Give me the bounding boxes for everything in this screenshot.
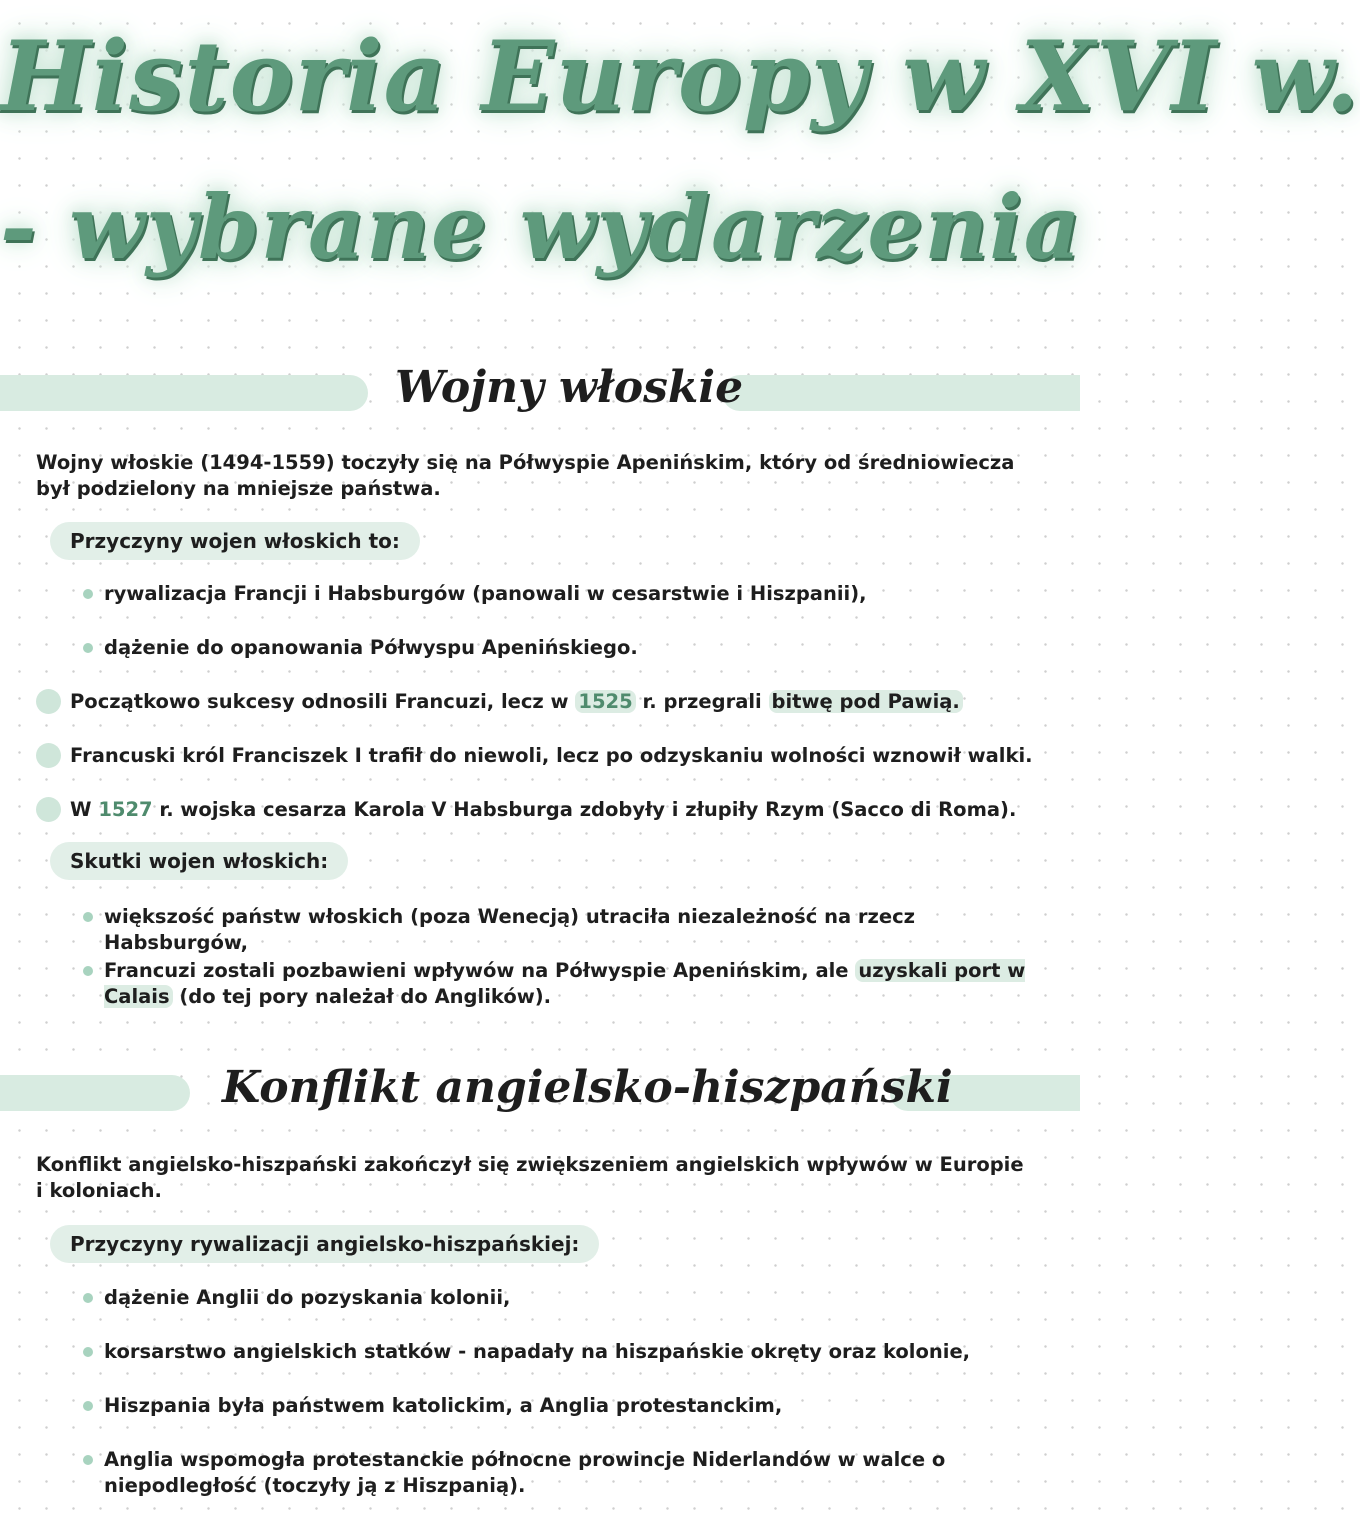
section2-title: Konflikt angielsko-hiszpański: [222, 1062, 953, 1113]
bullet-circle-icon: [36, 743, 61, 768]
section2-header-bar-left: [0, 1075, 190, 1111]
effect-text: Francuzi zostali pozbawieni wpływów na Półwyspie Apenińskim, ale: [104, 959, 856, 982]
effect-text: (do tej pory należał do Anglików).: [172, 985, 552, 1008]
section2-cause-4: Anglia wspomogła protestanckie północne prowincje Niderlandów w walce o niepodległość (toczyły ją z Hiszpanią).: [104, 1448, 946, 1497]
section1-effects-label: Skutki wojen włoskich:: [50, 842, 348, 880]
list-item: [104, 1393, 1034, 1419]
event-text: Francuski król Franciszek I trafił do niewoli, lecz po odzyskaniu wolności wznowił walki.: [70, 744, 1033, 767]
page-title-line1: Historia Europy w XVI w.: [0, 20, 1360, 133]
section2-cause-1: dążenie Anglii do pozyskania kolonii,: [104, 1286, 511, 1309]
section1-event-3: [70, 797, 1040, 823]
section1-title: Wojny włoskie: [395, 362, 744, 413]
list-item: [104, 581, 1034, 607]
section1-effect-1: większość państw włoskich (poza Wenecją) utraciła niezależność na rzecz Habsburgów,: [104, 905, 916, 954]
event-text: W: [70, 798, 99, 821]
section2-cause-3: Hiszpania była państwem katolickim, a Anglia protestanckim,: [104, 1394, 783, 1417]
page-title-line2: - wybrane wydarzenia: [0, 175, 1082, 279]
list-item: [104, 1285, 1034, 1311]
bullet-dot-icon: [83, 1401, 93, 1411]
list-item: [104, 958, 1034, 1010]
section1-cause-1: rywalizacja Francji i Habsburgów (panowali w cesarstwie i Hiszpanii),: [104, 582, 867, 605]
section2-cause-2: korsarstwo angielskich statków - napadały na hiszpańskie okręty oraz kolonie,: [104, 1340, 971, 1363]
event-text: r. wojska cesarza Karola V Habsburga zdobyły i złupiły Rzym (Sacco di Roma).: [152, 798, 1017, 821]
bullet-dot-icon: [83, 1455, 93, 1465]
event-year: 1525: [575, 690, 635, 713]
section1-cause-2: dążenie do opanowania Półwyspu Apenińskiego.: [104, 636, 638, 659]
section1-intro: Wojny włoskie (1494-1559) toczyły się na Półwyspie Apenińskim, który od średniowiecza był podzielony na mniejsze państwa.: [36, 451, 1015, 500]
section2-intro: Konflikt angielsko-hiszpański zakończył się zwiększeniem angielskich wpływów w Europie i koloniach.: [36, 1153, 1024, 1202]
section1-event-2: [70, 743, 1040, 769]
bullet-circle-icon: [36, 797, 61, 822]
event-text: Początkowo sukcesy odnosili Francuzi, lecz w: [70, 690, 576, 713]
section1-header-bar-left: [0, 375, 368, 411]
bullet-dot-icon: [83, 1347, 93, 1357]
list-item: [104, 1447, 1034, 1499]
section1-event-1: [70, 689, 1040, 715]
bullet-dot-icon: [83, 912, 93, 922]
bullet-circle-icon: [36, 689, 61, 714]
effect-highlight: uzyskali port w Calais: [104, 959, 1026, 1008]
list-item: [104, 1339, 1034, 1365]
event-text: r. przegrali: [635, 690, 769, 713]
bullet-dot-icon: [83, 1293, 93, 1303]
section2-causes-label: Przyczyny rywalizacji angielsko-hiszpańskiej:: [50, 1225, 599, 1263]
bullet-dot-icon: [83, 966, 93, 976]
bullet-dot-icon: [83, 589, 93, 599]
list-item: [104, 635, 1034, 661]
list-item: [104, 904, 1034, 956]
event-highlight: bitwę pod Pawią.: [769, 690, 963, 713]
event-year: 1527: [98, 798, 153, 821]
bullet-dot-icon: [83, 643, 93, 653]
section1-header-bar-right: [722, 375, 1080, 411]
section1-causes-label: Przyczyny wojen włoskich to:: [50, 522, 420, 560]
